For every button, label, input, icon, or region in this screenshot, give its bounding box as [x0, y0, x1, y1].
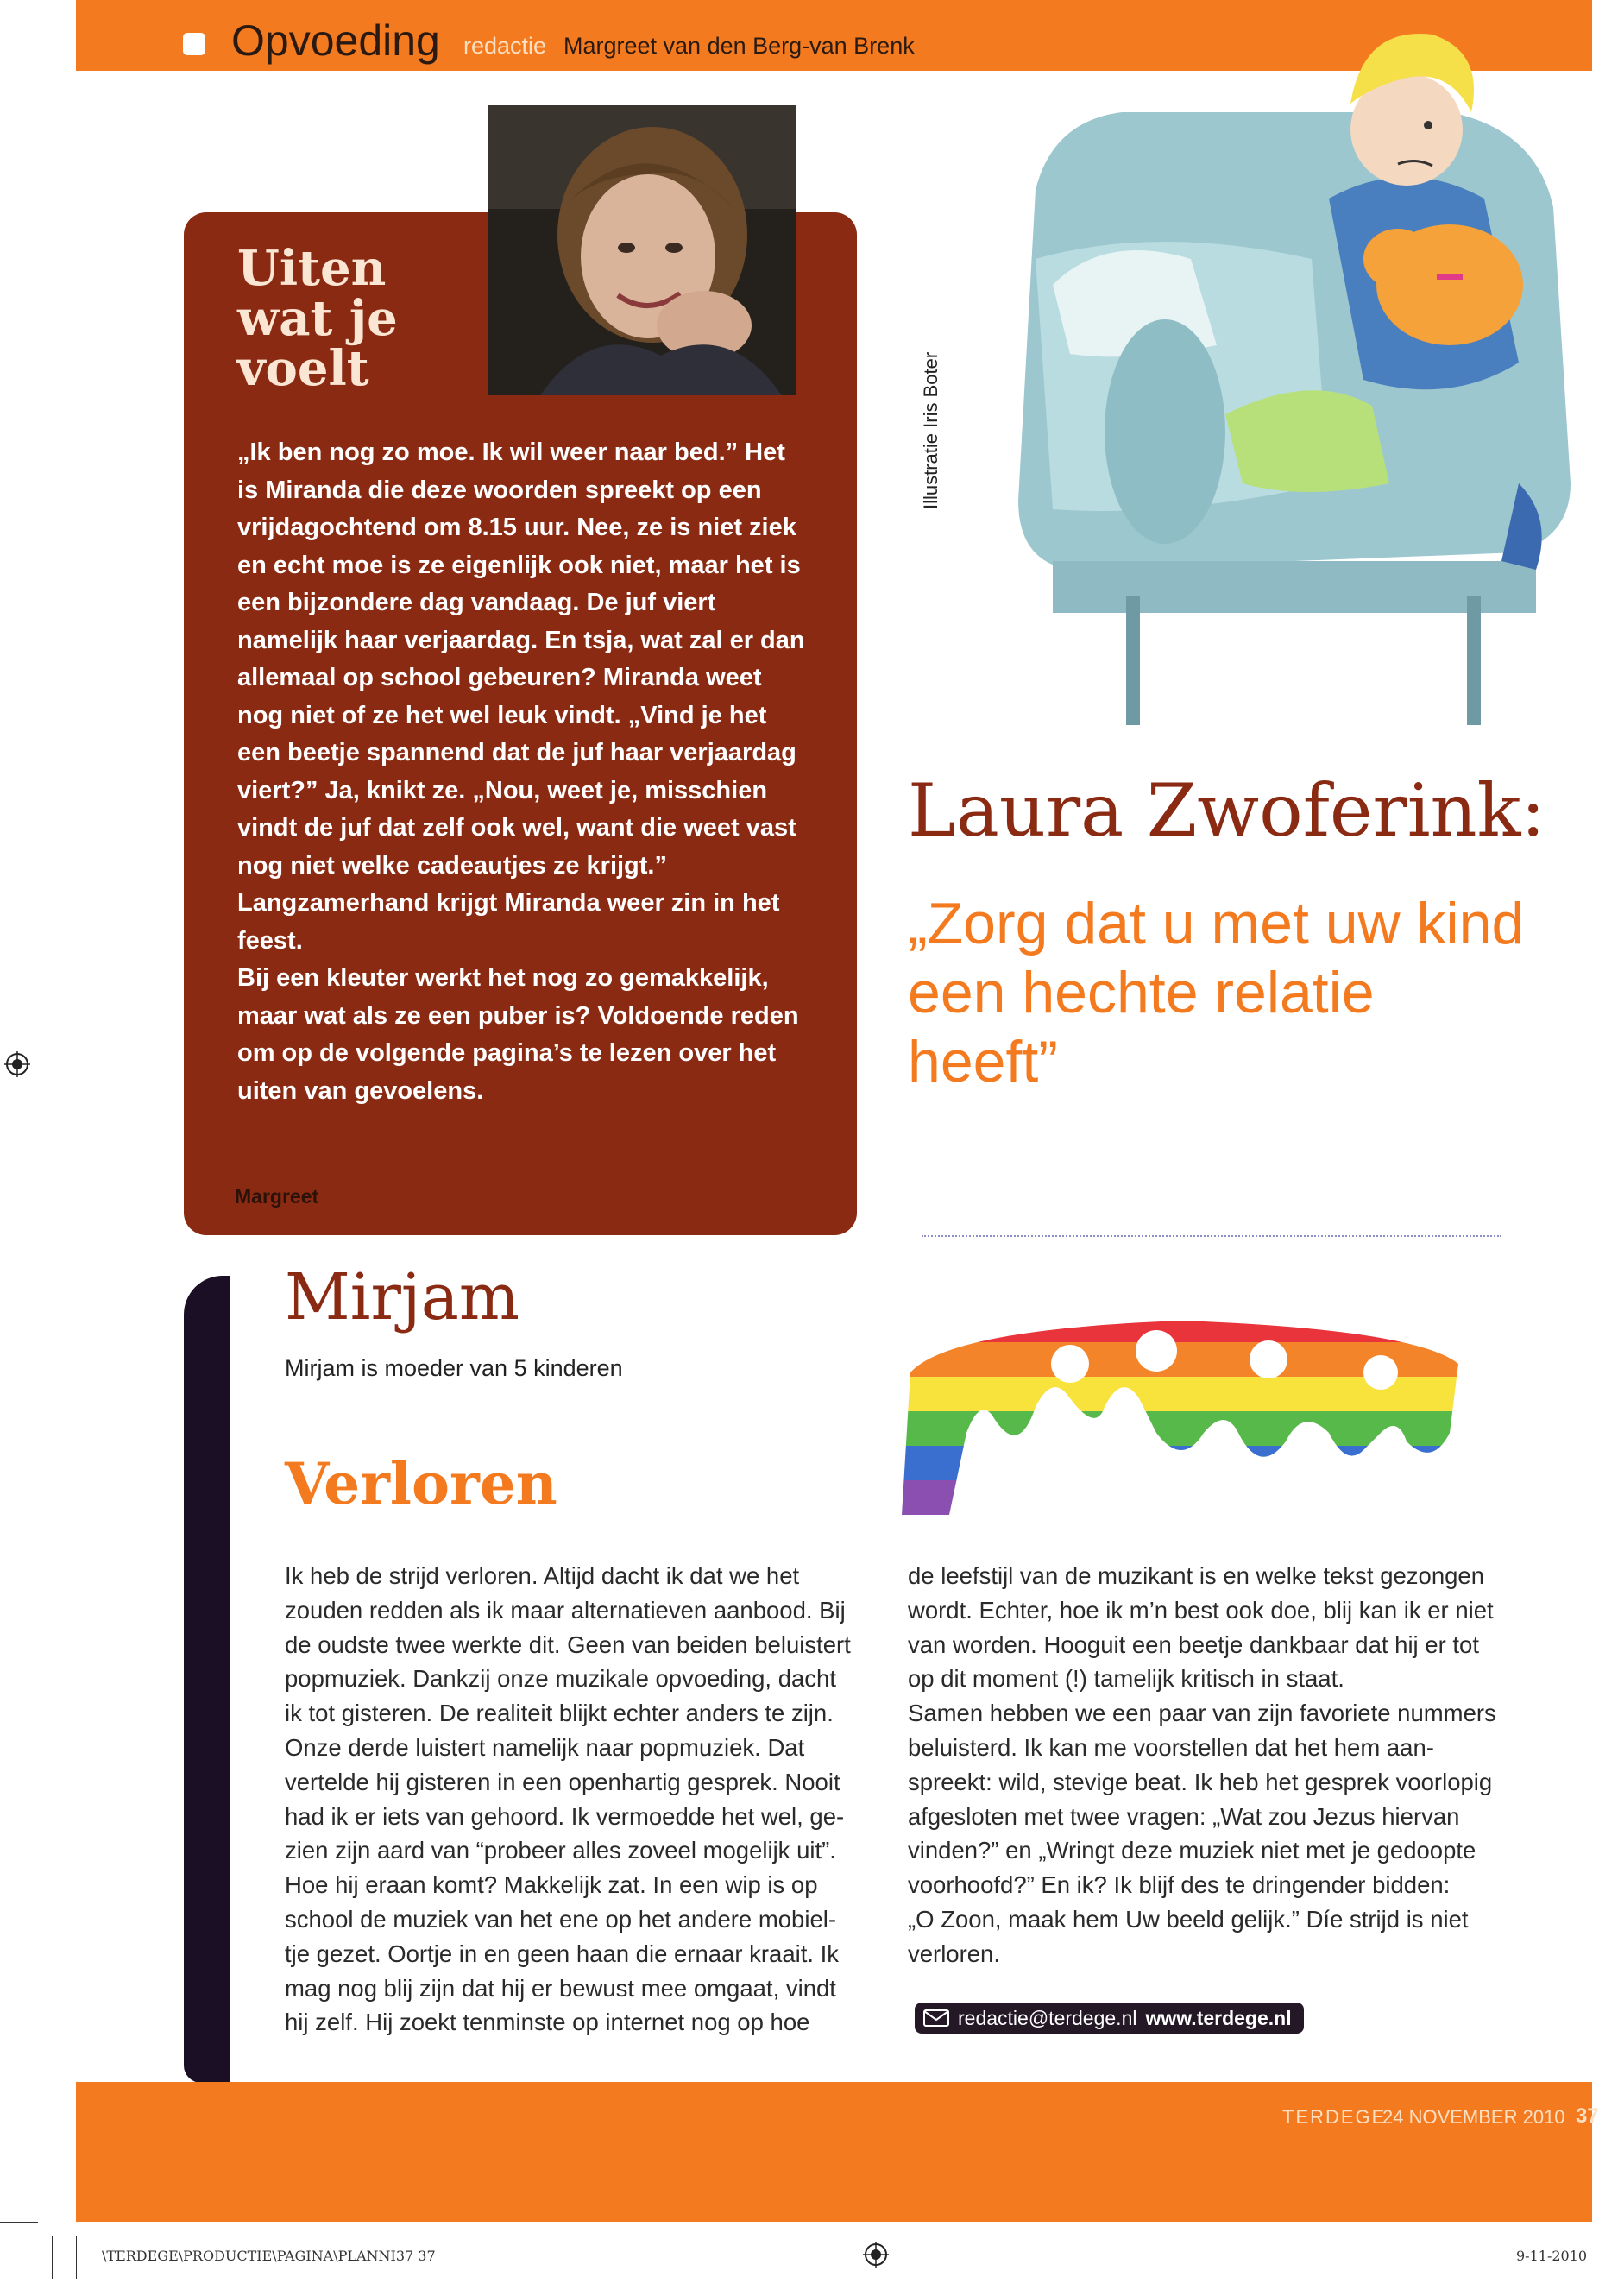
intro-title: Uiten wat je voelt: [237, 240, 398, 397]
column-body-left: [285, 1559, 863, 2040]
body-line: de leefstijl van de muzikant is en welke tekst gezongen: [908, 1562, 1485, 1589]
body-line: van worden. Hooguit een beetje dankbaar dat hij er tot: [908, 1631, 1479, 1658]
body-line: spreekt: wild, stevige beat. Ik heb het gesprek voorlopig: [908, 1768, 1493, 1795]
contact-box: [915, 2003, 1304, 2034]
body-line: Onze derde luistert namelijk naar popmuziek. Dat: [285, 1733, 805, 1761]
body-line: zien zijn aard van “probeer alles zoveel mogelijk uit”.: [285, 1837, 836, 1864]
body-line: ik tot gisteren. De realiteit blijkt echter anders te zijn.: [285, 1700, 834, 1727]
body-line: wordt. Echter, hoe ik m’n best ook doe, blij kan ik er niet: [908, 1596, 1494, 1624]
body-line: tje gezet. Oortje in en geen haan die ernaar kraait. Ik: [285, 1940, 840, 1967]
intro-paragraph: Bij een kleuter werkt het nog zo gemakkelijk, maar wat als ze een puber is? Voldoende reden om op de volgende pagina’s te lezen over het uiten van gevoelens.: [237, 964, 799, 1105]
crop-mark: [52, 2236, 53, 2279]
registration-mark-icon: [863, 2242, 889, 2268]
column-body-right: [908, 1559, 1503, 1971]
column-author: Mirjam: [285, 1260, 520, 1334]
footer-date: 24 NOVEMBER 2010: [1382, 2106, 1565, 2128]
editor-name: Margreet van den Berg-van Brenk: [563, 33, 915, 59]
intro-text: [237, 434, 807, 1110]
slug-path: \TERDEGE\PRODUCTIE\PAGINA\PLANNI37 37: [102, 2248, 436, 2264]
registration-mark-icon: [4, 1051, 30, 1077]
crop-mark: [0, 2222, 38, 2223]
crop-mark: [76, 2236, 77, 2279]
page-number: 37: [1576, 2104, 1599, 2128]
body-line: zouden redden als ik maar alternatieven aanbood. Bij: [285, 1596, 846, 1624]
section-square-icon: [183, 33, 205, 55]
body-line: „O Zoon, maak hem Uw beeld gelijk.” Díe strijd is niet: [908, 1905, 1469, 1933]
slug-date: 9-11-2010: [1516, 2248, 1588, 2264]
body-line: voorhoofd?” En ik? Ik blijf des te dringender bidden:: [908, 1871, 1451, 1899]
rainbow-silhouette-image: [897, 1303, 1467, 1519]
body-line: hij zelf. Hij zoekt tenminste op internet nog op hoe: [285, 2009, 810, 2036]
column-bar: [184, 1276, 230, 2083]
section-title: Opvoeding: [231, 16, 440, 65]
feature-name: Laura Zwoferink:: [908, 768, 1545, 853]
body-line: Hoe hij eraan komt? Makkelijk zat. In een wip is op: [285, 1871, 818, 1899]
feature-quote: „Zorg dat u met uw kind een hechte relatie heeft”: [908, 891, 1525, 1094]
divider: [922, 1235, 1501, 1237]
email-link[interactable]: redactie@terdege.nl: [958, 2006, 1137, 2029]
body-line: popmuziek. Dankzij onze muzikale opvoeding, dacht: [285, 1665, 836, 1693]
illustration-credit: Illustratie Iris Boter: [920, 351, 941, 509]
body-line: beluisterd. Ik kan me voorstellen dat het hem aan-: [908, 1733, 1434, 1761]
intro-paragraph: „Ik ben nog zo moe. Ik wil weer naar bed.” Het is Miranda die deze woorden spreekt op een vrijdagochtend om 8.15 uur. Nee, ze is niet ziek en echt moe is ze eigenlijk ook niet, maar het is een bijzondere dag vandaag. De juf viert namelijk haar verjaardag. En tsja, wat zal er dan allemaal op school gebeuren? Miranda weet nog niet of ze het wel leuk vindt. „Vind je het een beetje spannend dat de juf haar verjaardag viert?” Ja, knikt ze. „Nou, weet je, misschien vindt de juf dat zelf ook wel, want die weet vast nog niet welke cadeautjes ze krijgt.” Langzamerhand krijgt Miranda weer zin in het feest.: [237, 438, 805, 955]
body-line: mag nog blij zijn dat hij er bewust mee omgaat, vindt: [285, 1974, 836, 2002]
mail-icon: [923, 2009, 949, 2027]
body-line: verloren.: [908, 1940, 1000, 1967]
body-line: afgesloten met twee vragen: „Wat zou Jezus hiervan: [908, 1802, 1460, 1830]
editor-label: redactie: [463, 33, 547, 59]
body-line: had ik er iets van gehoord. Ik vermoedde het wel, ge-: [285, 1802, 845, 1830]
column-title: Verloren: [285, 1450, 557, 1517]
website-link[interactable]: www.terdege.nl: [1145, 2006, 1292, 2029]
footer-magazine: TERDEGE: [1282, 2106, 1387, 2128]
body-line: Samen hebben we een paar van zijn favoriete nummers: [908, 1700, 1496, 1727]
body-line: school de muziek van het ene op het andere mobiel-: [285, 1905, 837, 1933]
body-line: vertelde hij gisteren in een openhartig gesprek. Nooit: [285, 1768, 840, 1795]
editor-portrait: [488, 105, 796, 395]
intro-signature: Margreet: [235, 1185, 319, 1208]
body-line: vinden?” en „Wringt deze muziek niet met je gedoopte: [908, 1837, 1476, 1864]
body-line: op dit moment (!) tamelijk kritisch in staat.: [908, 1665, 1344, 1693]
sofa-illustration: [1001, 0, 1592, 742]
body-line: Ik heb de strijd verloren. Altijd dacht ik dat we het: [285, 1562, 800, 1589]
column-description: Mirjam is moeder van 5 kinderen: [285, 1355, 623, 1381]
body-line: de oudste twee werkte dit. Geen van beiden beluistert: [285, 1631, 851, 1658]
bottom-bar: [76, 2082, 1592, 2222]
